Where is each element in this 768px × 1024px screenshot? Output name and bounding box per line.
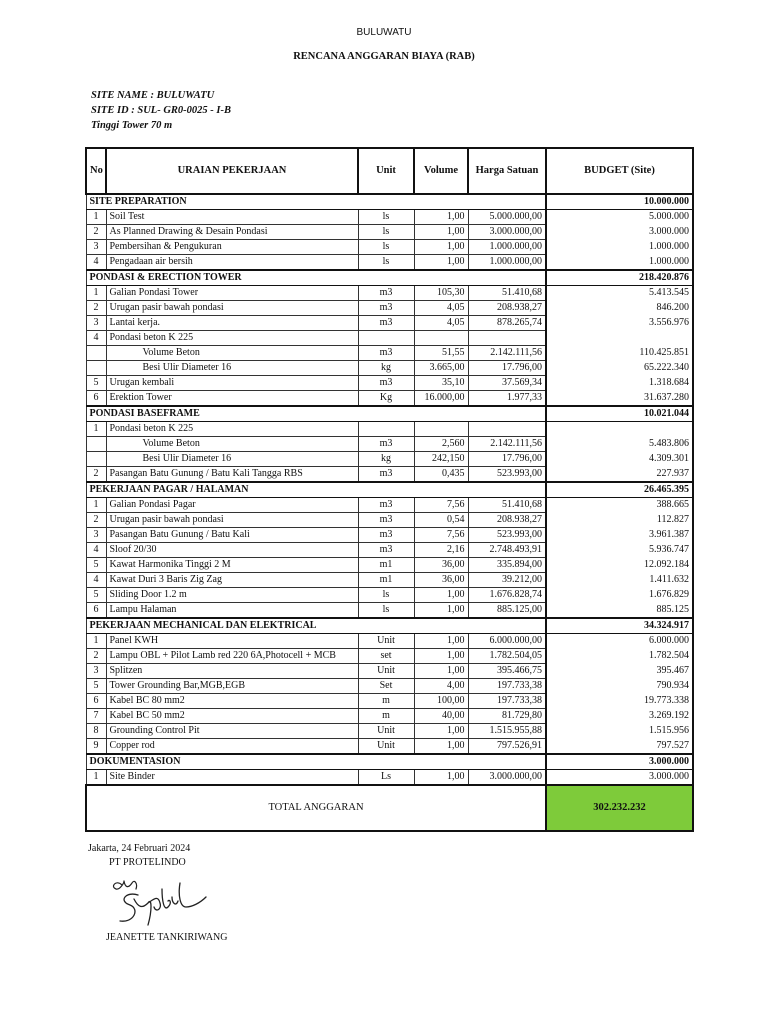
section-header-row	[86, 270, 693, 286]
row-price: 17.796,00	[468, 361, 546, 376]
section-header-row	[86, 194, 693, 210]
section-budget: 26.465.395	[546, 482, 693, 498]
row-no: 1	[86, 634, 106, 649]
row-description: Sliding Door 1.2 m	[106, 588, 358, 603]
row-volume: 4,00	[414, 679, 468, 694]
document-title: RENCANA ANGGARAN BIAYA (RAB)	[293, 51, 475, 62]
row-price: 51.410,68	[468, 498, 546, 513]
row-price: 2.142.111,56	[468, 346, 546, 361]
row-no: 3	[86, 316, 106, 331]
row-budget	[546, 422, 693, 437]
row-unit: m3	[358, 346, 414, 361]
row-volume	[414, 422, 468, 437]
row-budget: 3.556.976	[546, 316, 693, 331]
row-budget: 4.309.301	[546, 452, 693, 467]
section-title: PEKERJAAN PAGAR / HALAMAN	[86, 482, 546, 498]
row-description: Urugan pasir bawah pondasi	[106, 301, 358, 316]
row-price: 5.000.000,00	[468, 210, 546, 225]
row-budget: 1.000.000	[546, 240, 693, 255]
row-budget: 65.222.340	[546, 361, 693, 376]
table-row	[86, 301, 693, 316]
row-volume: 7,56	[414, 528, 468, 543]
row-volume: 1,00	[414, 724, 468, 739]
table-row	[86, 573, 693, 588]
row-budget: 3.269.192	[546, 709, 693, 724]
row-budget: 885.125	[546, 603, 693, 619]
row-unit: m3	[358, 301, 414, 316]
row-description: Lantai kerja.	[106, 316, 358, 331]
row-budget: 5.936.747	[546, 543, 693, 558]
row-price: 523.993,00	[468, 467, 546, 483]
row-description: Galian Pondasi Tower	[106, 286, 358, 301]
row-unit: m3	[358, 513, 414, 528]
row-unit: ls	[358, 255, 414, 271]
row-description: Kabel BC 50 mm2	[106, 709, 358, 724]
row-price: 197.733,38	[468, 679, 546, 694]
row-no: 1	[86, 770, 106, 786]
row-unit: ls	[358, 210, 414, 225]
row-budget: 19.773.338	[546, 694, 693, 709]
row-budget: 31.637.280	[546, 391, 693, 407]
row-unit: m3	[358, 498, 414, 513]
row-budget: 395.467	[546, 664, 693, 679]
row-unit	[358, 331, 414, 346]
table-row	[86, 391, 693, 407]
table-row	[86, 543, 693, 558]
row-volume: 1,00	[414, 210, 468, 225]
row-price: 878.265,74	[468, 316, 546, 331]
row-unit: m3	[358, 437, 414, 452]
row-no	[86, 361, 106, 376]
row-no: 7	[86, 709, 106, 724]
row-unit: m1	[358, 558, 414, 573]
table-row	[86, 498, 693, 513]
row-price: 395.466,75	[468, 664, 546, 679]
row-description: Sloof 20/30	[106, 543, 358, 558]
table-row	[86, 437, 693, 452]
row-price: 208.938,27	[468, 513, 546, 528]
row-volume: 100,00	[414, 694, 468, 709]
table-row	[86, 770, 693, 786]
rab-table-body	[86, 194, 693, 785]
row-description: Site Binder	[106, 770, 358, 786]
row-volume: 1,00	[414, 649, 468, 664]
section-budget: 3.000.000	[546, 754, 693, 770]
row-unit: ls	[358, 240, 414, 255]
table-row	[86, 240, 693, 255]
row-price	[468, 331, 546, 346]
row-price: 37.569,34	[468, 376, 546, 391]
row-unit: Kg	[358, 391, 414, 407]
total-row	[86, 785, 693, 831]
row-price: 2.142.111,56	[468, 437, 546, 452]
site-info	[91, 88, 231, 133]
row-description: Copper rod	[106, 739, 358, 755]
row-budget: 1.411.632	[546, 573, 693, 588]
row-budget: 388.665	[546, 498, 693, 513]
place-date: Jakarta, 24 Februari 2024	[88, 843, 191, 854]
table-row	[86, 528, 693, 543]
row-budget: 5.413.545	[546, 286, 693, 301]
row-budget: 12.092.184	[546, 558, 693, 573]
row-unit: m3	[358, 376, 414, 391]
row-description: Besi Ulir Diameter 16	[106, 452, 358, 467]
row-volume: 1,00	[414, 739, 468, 755]
row-budget: 3.000.000	[546, 770, 693, 786]
section-title: SITE PREPARATION	[86, 194, 546, 210]
row-description: Lampu OBL + Pilot Lamb red 220 6A,Photocell + MCB	[106, 649, 358, 664]
row-volume: 36,00	[414, 573, 468, 588]
row-budget: 5.483.806	[546, 437, 693, 452]
row-no: 2	[86, 649, 106, 664]
row-no	[86, 437, 106, 452]
row-budget: 1.515.956	[546, 724, 693, 739]
row-unit: m3	[358, 316, 414, 331]
row-budget: 790.934	[546, 679, 693, 694]
row-volume: 105,30	[414, 286, 468, 301]
row-budget: 1.676.829	[546, 588, 693, 603]
row-unit: Ls	[358, 770, 414, 786]
row-unit: m	[358, 709, 414, 724]
row-unit: ls	[358, 225, 414, 240]
row-budget: 110.425.851	[546, 346, 693, 361]
row-no: 2	[86, 301, 106, 316]
row-no: 5	[86, 376, 106, 391]
row-budget: 112.827	[546, 513, 693, 528]
table-row	[86, 467, 693, 483]
row-description: Urugan kembali	[106, 376, 358, 391]
row-price: 51.410,68	[468, 286, 546, 301]
table-header-row	[86, 148, 693, 194]
table-row	[86, 331, 693, 346]
row-price: 1.515.955,88	[468, 724, 546, 739]
section-title: PONDASI & ERECTION TOWER	[86, 270, 546, 286]
row-description: Pengadaan air bersih	[106, 255, 358, 271]
row-budget: 846.200	[546, 301, 693, 316]
section-budget: 34.324.917	[546, 618, 693, 634]
section-budget: 218.420.876	[546, 270, 693, 286]
row-unit: Set	[358, 679, 414, 694]
row-unit: kg	[358, 361, 414, 376]
table-row	[86, 513, 693, 528]
row-description: Pasangan Batu Gunung / Batu Kali Tangga RBS	[106, 467, 358, 483]
row-description: Splitzen	[106, 664, 358, 679]
table-row	[86, 588, 693, 603]
row-unit: Unit	[358, 724, 414, 739]
signatory-name: JEANETTE TANKIRIWANG	[106, 932, 228, 943]
row-price: 39.212,00	[468, 573, 546, 588]
row-no: 9	[86, 739, 106, 755]
row-description: Soil Test	[106, 210, 358, 225]
row-volume: 16.000,00	[414, 391, 468, 407]
row-volume: 1,00	[414, 255, 468, 271]
row-volume: 35,10	[414, 376, 468, 391]
row-budget: 1.318.684	[546, 376, 693, 391]
row-unit: m1	[358, 573, 414, 588]
row-volume: 242,150	[414, 452, 468, 467]
row-price: 208.938,27	[468, 301, 546, 316]
header-uraian: URAIAN PEKERJAAN	[106, 148, 358, 194]
row-price: 1.977,33	[468, 391, 546, 407]
table-row	[86, 724, 693, 739]
row-no	[86, 346, 106, 361]
row-description: Erektion Tower	[106, 391, 358, 407]
handwritten-signature-icon	[108, 873, 208, 935]
table-row	[86, 225, 693, 240]
document-top-title: BULUWATU	[356, 27, 412, 38]
row-no	[86, 452, 106, 467]
section-header-row	[86, 618, 693, 634]
table-row	[86, 316, 693, 331]
row-description: Lampu Halaman	[106, 603, 358, 619]
row-description: Pondasi beton K 225	[106, 331, 358, 346]
row-description: Besi Ulir Diameter 16	[106, 361, 358, 376]
row-price: 2.748.493,91	[468, 543, 546, 558]
table-row	[86, 603, 693, 619]
row-no: 4	[86, 543, 106, 558]
row-no: 2	[86, 467, 106, 483]
row-unit: set	[358, 649, 414, 664]
table-row	[86, 679, 693, 694]
table-row	[86, 422, 693, 437]
row-no: 1	[86, 422, 106, 437]
row-description: Urugan pasir bawah pondasi	[106, 513, 358, 528]
row-no: 6	[86, 694, 106, 709]
row-price: 197.733,38	[468, 694, 546, 709]
section-title: PONDASI BASEFRAME	[86, 406, 546, 422]
section-budget: 10.000.000	[546, 194, 693, 210]
table-row	[86, 452, 693, 467]
row-price: 335.894,00	[468, 558, 546, 573]
row-no: 5	[86, 588, 106, 603]
row-description: Pembersihan & Pengukuran	[106, 240, 358, 255]
table-row	[86, 634, 693, 649]
table-row	[86, 649, 693, 664]
tower-height: Tinggi Tower 70 m	[91, 120, 173, 131]
header-no: No	[86, 148, 106, 194]
table-row	[86, 709, 693, 724]
table-row	[86, 361, 693, 376]
row-no: 3	[86, 240, 106, 255]
rab-table	[85, 147, 694, 832]
row-volume	[414, 331, 468, 346]
row-description: Panel KWH	[106, 634, 358, 649]
table-row	[86, 346, 693, 361]
row-no: 3	[86, 664, 106, 679]
row-description: Kawat Harmonika Tinggi 2 M	[106, 558, 358, 573]
row-no: 6	[86, 391, 106, 407]
row-unit: Unit	[358, 664, 414, 679]
row-no: 5	[86, 679, 106, 694]
section-title: DOKUMENTASION	[86, 754, 546, 770]
section-header-row	[86, 482, 693, 498]
row-volume: 1,00	[414, 634, 468, 649]
row-no: 4	[86, 255, 106, 271]
row-price: 523.993,00	[468, 528, 546, 543]
site-name: SITE NAME : BULUWATU	[91, 90, 215, 101]
header-budget: BUDGET (Site)	[546, 148, 693, 194]
row-description: Pasangan Batu Gunung / Batu Kali	[106, 528, 358, 543]
row-price: 3.000.000,00	[468, 225, 546, 240]
row-no: 4	[86, 331, 106, 346]
row-description: Kawat Duri 3 Baris Zig Zag	[106, 573, 358, 588]
table-row	[86, 210, 693, 225]
row-unit: m3	[358, 528, 414, 543]
table-row	[86, 286, 693, 301]
row-budget: 1.782.504	[546, 649, 693, 664]
row-price: 1.000.000,00	[468, 255, 546, 271]
row-no: 2	[86, 513, 106, 528]
header-harga-satuan: Harga Satuan	[468, 148, 546, 194]
row-budget	[546, 331, 693, 346]
row-no: 2	[86, 225, 106, 240]
section-budget: 10.021.044	[546, 406, 693, 422]
row-unit: ls	[358, 603, 414, 619]
row-unit: m	[358, 694, 414, 709]
row-no: 3	[86, 528, 106, 543]
row-volume: 4,05	[414, 316, 468, 331]
row-volume: 4,05	[414, 301, 468, 316]
table-row	[86, 558, 693, 573]
company-name: PT PROTELINDO	[109, 857, 186, 868]
header-unit: Unit	[358, 148, 414, 194]
row-price: 81.729,80	[468, 709, 546, 724]
row-no: 1	[86, 286, 106, 301]
row-price: 885.125,00	[468, 603, 546, 619]
header-volume: Volume	[414, 148, 468, 194]
row-volume: 3.665,00	[414, 361, 468, 376]
row-budget: 3.000.000	[546, 225, 693, 240]
row-unit: Unit	[358, 634, 414, 649]
row-budget: 3.961.387	[546, 528, 693, 543]
row-budget: 227.937	[546, 467, 693, 483]
row-price: 17.796,00	[468, 452, 546, 467]
row-description: Kabel BC 80 mm2	[106, 694, 358, 709]
total-label: TOTAL ANGGARAN	[86, 785, 546, 831]
row-volume: 51,55	[414, 346, 468, 361]
row-description: Grounding Control Pit	[106, 724, 358, 739]
row-description: Volume Beton	[106, 437, 358, 452]
row-unit: Unit	[358, 739, 414, 755]
row-unit: m3	[358, 543, 414, 558]
table-row	[86, 255, 693, 271]
row-unit: ls	[358, 588, 414, 603]
row-description: Volume Beton	[106, 346, 358, 361]
row-no: 8	[86, 724, 106, 739]
row-description: Galian Pondasi Pagar	[106, 498, 358, 513]
site-id: SITE ID : SUL- GR0-0025 - I-B	[91, 105, 232, 116]
row-unit: m3	[358, 286, 414, 301]
section-header-row	[86, 406, 693, 422]
row-description: Tower Grounding Bar,MGB,EGB	[106, 679, 358, 694]
row-unit	[358, 422, 414, 437]
row-budget: 797.527	[546, 739, 693, 755]
row-price: 1.782.504,05	[468, 649, 546, 664]
row-budget: 6.000.000	[546, 634, 693, 649]
signature-image	[108, 873, 208, 940]
row-price	[468, 422, 546, 437]
row-volume: 7,56	[414, 498, 468, 513]
section-title: PEKERJAAN MECHANICAL DAN ELEKTRICAL	[86, 618, 546, 634]
row-volume: 36,00	[414, 558, 468, 573]
row-volume: 2,16	[414, 543, 468, 558]
row-volume: 1,00	[414, 225, 468, 240]
row-price: 1.000.000,00	[468, 240, 546, 255]
row-no: 1	[86, 210, 106, 225]
row-no: 4	[86, 573, 106, 588]
row-no: 6	[86, 603, 106, 619]
row-no: 1	[86, 498, 106, 513]
row-description: Pondasi beton K 225	[106, 422, 358, 437]
total-value: 302.232.232	[546, 785, 693, 831]
row-price: 6.000.000,00	[468, 634, 546, 649]
section-header-row	[86, 754, 693, 770]
row-unit: kg	[358, 452, 414, 467]
row-volume: 1,00	[414, 603, 468, 619]
table-row	[86, 664, 693, 679]
row-unit: m3	[358, 467, 414, 483]
row-volume: 2,560	[414, 437, 468, 452]
table-row	[86, 694, 693, 709]
row-volume: 0,54	[414, 513, 468, 528]
row-budget: 1.000.000	[546, 255, 693, 271]
row-volume: 1,00	[414, 770, 468, 786]
row-volume: 1,00	[414, 588, 468, 603]
table-row	[86, 739, 693, 755]
row-description: As Planned Drawing & Desain Pondasi	[106, 225, 358, 240]
row-price: 3.000.000,00	[468, 770, 546, 786]
row-volume: 0,435	[414, 467, 468, 483]
row-volume: 1,00	[414, 664, 468, 679]
row-volume: 1,00	[414, 240, 468, 255]
row-price: 1.676.828,74	[468, 588, 546, 603]
row-budget: 5.000.000	[546, 210, 693, 225]
row-no: 5	[86, 558, 106, 573]
row-volume: 40,00	[414, 709, 468, 724]
row-price: 797.526,91	[468, 739, 546, 755]
table-row	[86, 376, 693, 391]
